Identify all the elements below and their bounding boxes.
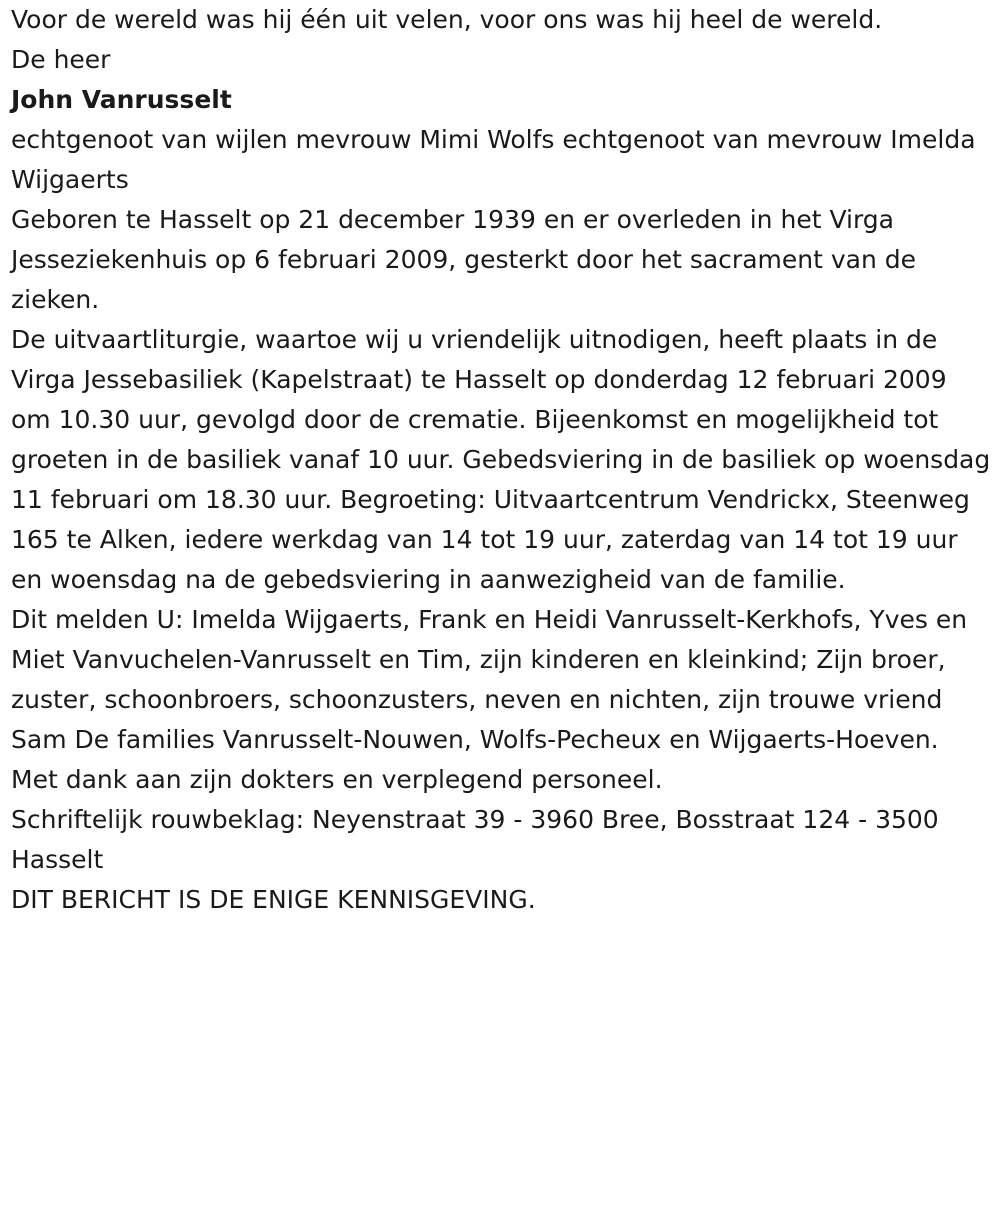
obituary-notice <box>11 0 991 920</box>
funeral-details-paragraph: De uitvaartliturgie, waartoe wij u vriendelijk uitnodigen, heeft plaats in de Virga Jessebasiliek (Kapelstraat) te Hasselt op donderdag 12 februari 2009 om 10.30 uur, gevolgd door de crematie. Bijeenkomst en mogelijkheid tot groeten in de basiliek vanaf 10 uur. Gebedsviering in de basiliek op woensdag 11 februari om 18.30 uur. Begroeting: Uitvaartcentrum Vendrickx, Steenweg 165 te Alken, iedere werkdag van 14 tot 19 uur, zaterdag van 14 tot 19 uur en woensdag na de gebedsviering in aanwezigheid van de familie. <box>11 325 991 594</box>
closing-statement: DIT BERICHT IS DE ENIGE KENNISGEVING. <box>11 885 536 914</box>
spouse-paragraph: echtgenoot van wijlen mevrouw Mimi Wolfs echtgenoot van mevrouw Imelda Wijgaerts <box>11 125 976 194</box>
memorial-quote: Voor de wereld was hij één uit velen, voor ons was hij heel de wereld. <box>11 5 883 34</box>
condolence-addresses: Schriftelijk rouwbeklag: Neyenstraat 39 - 3960 Bree, Bosstraat 124 - 3500 Hasselt <box>11 805 939 874</box>
deceased-name: John Vanrusselt <box>11 85 232 114</box>
family-announcement-paragraph: Dit melden U: Imelda Wijgaerts, Frank en Heidi Vanrusselt-Kerkhofs, Yves en Miet Vanvuchelen-Vanrusselt en Tim, zijn kinderen en kleinkind; Zijn broer, zuster, schoonbroers, schoonzusters, neven en nichten, zijn trouwe vriend Sam De families Vanrusselt-Nouwen, Wolfs-Pecheux en Wijgaerts-Hoeven. Met dank aan zijn dokters en verplegend personeel. <box>11 605 968 794</box>
birth-death-paragraph: Geboren te Hasselt op 21 december 1939 en er overleden in het Virga Jesseziekenhuis op 6 februari 2009, gesterkt door het sacrament van de zieken. <box>11 205 916 314</box>
honorific-title: De heer <box>11 45 111 74</box>
